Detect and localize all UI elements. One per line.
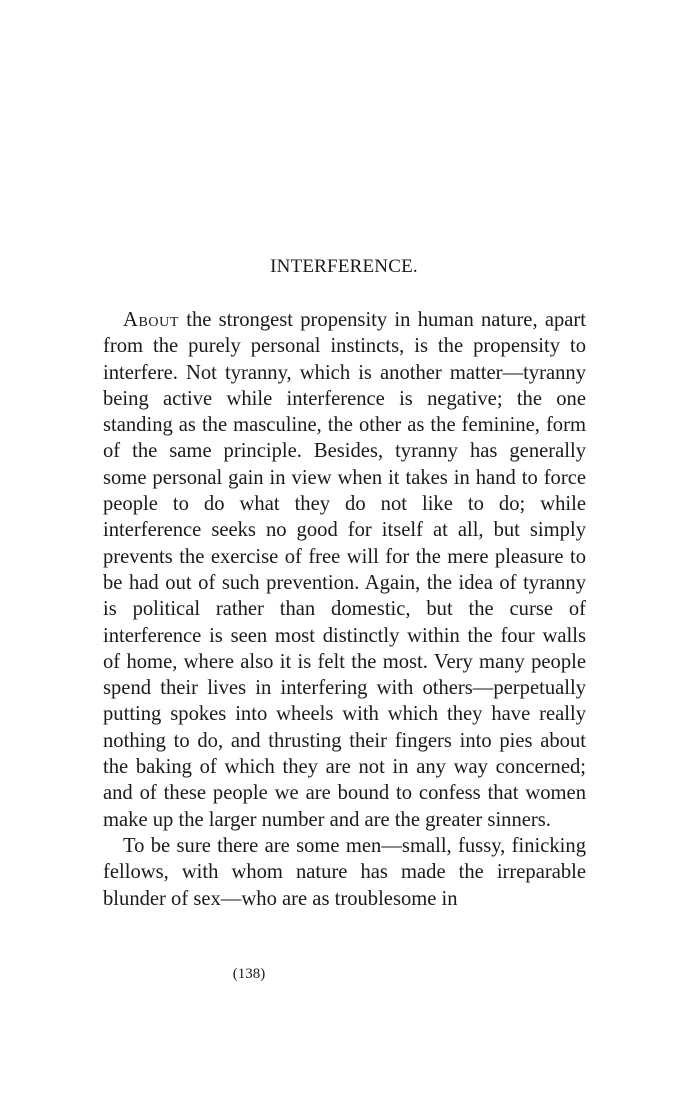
paragraph-1-text: the strongest propensity in human nature, apart from the purely personal instincts, is the propensity to interfere. Not tyranny, which is another matter—tyranny being active while interference is negative; the one standing as the masculine, the other as the feminine, form of the same principle. Besides, tyranny has generally some personal gain in view when it takes in hand to force people to do what they do not like to do; while interference seeks no good for itself at all, but simply prevents the exercise of free will for the mere pleasure to be had out of such prevention. Again, the idea of tyranny is political rather than domestic, but the curse of interference is seen most distinctly within the four walls of home, where also it is felt the most. Very many people spend their lives in interfering with others—perpetually putting spokes into wheels with which they have really nothing to do, and thrusting their fingers into pies about the baking of which they are not in any way concerned; and of these people we are bound to confess that women make up the larger number and are the greater sinners. xyxy=(103,309,586,831)
paragraph-1 xyxy=(103,307,586,833)
lead-word: About xyxy=(123,309,179,331)
paragraph-2 xyxy=(103,833,586,912)
paragraph-2-text: To be sure there are some men—small, fussy, finicking fellows, with whom nature has made the irreparable blunder of sex—who are as troublesome in xyxy=(103,834,586,910)
page-number: (138) xyxy=(232,966,266,982)
chapter-heading: INTERFERENCE. xyxy=(270,256,418,277)
body-text xyxy=(103,307,586,912)
